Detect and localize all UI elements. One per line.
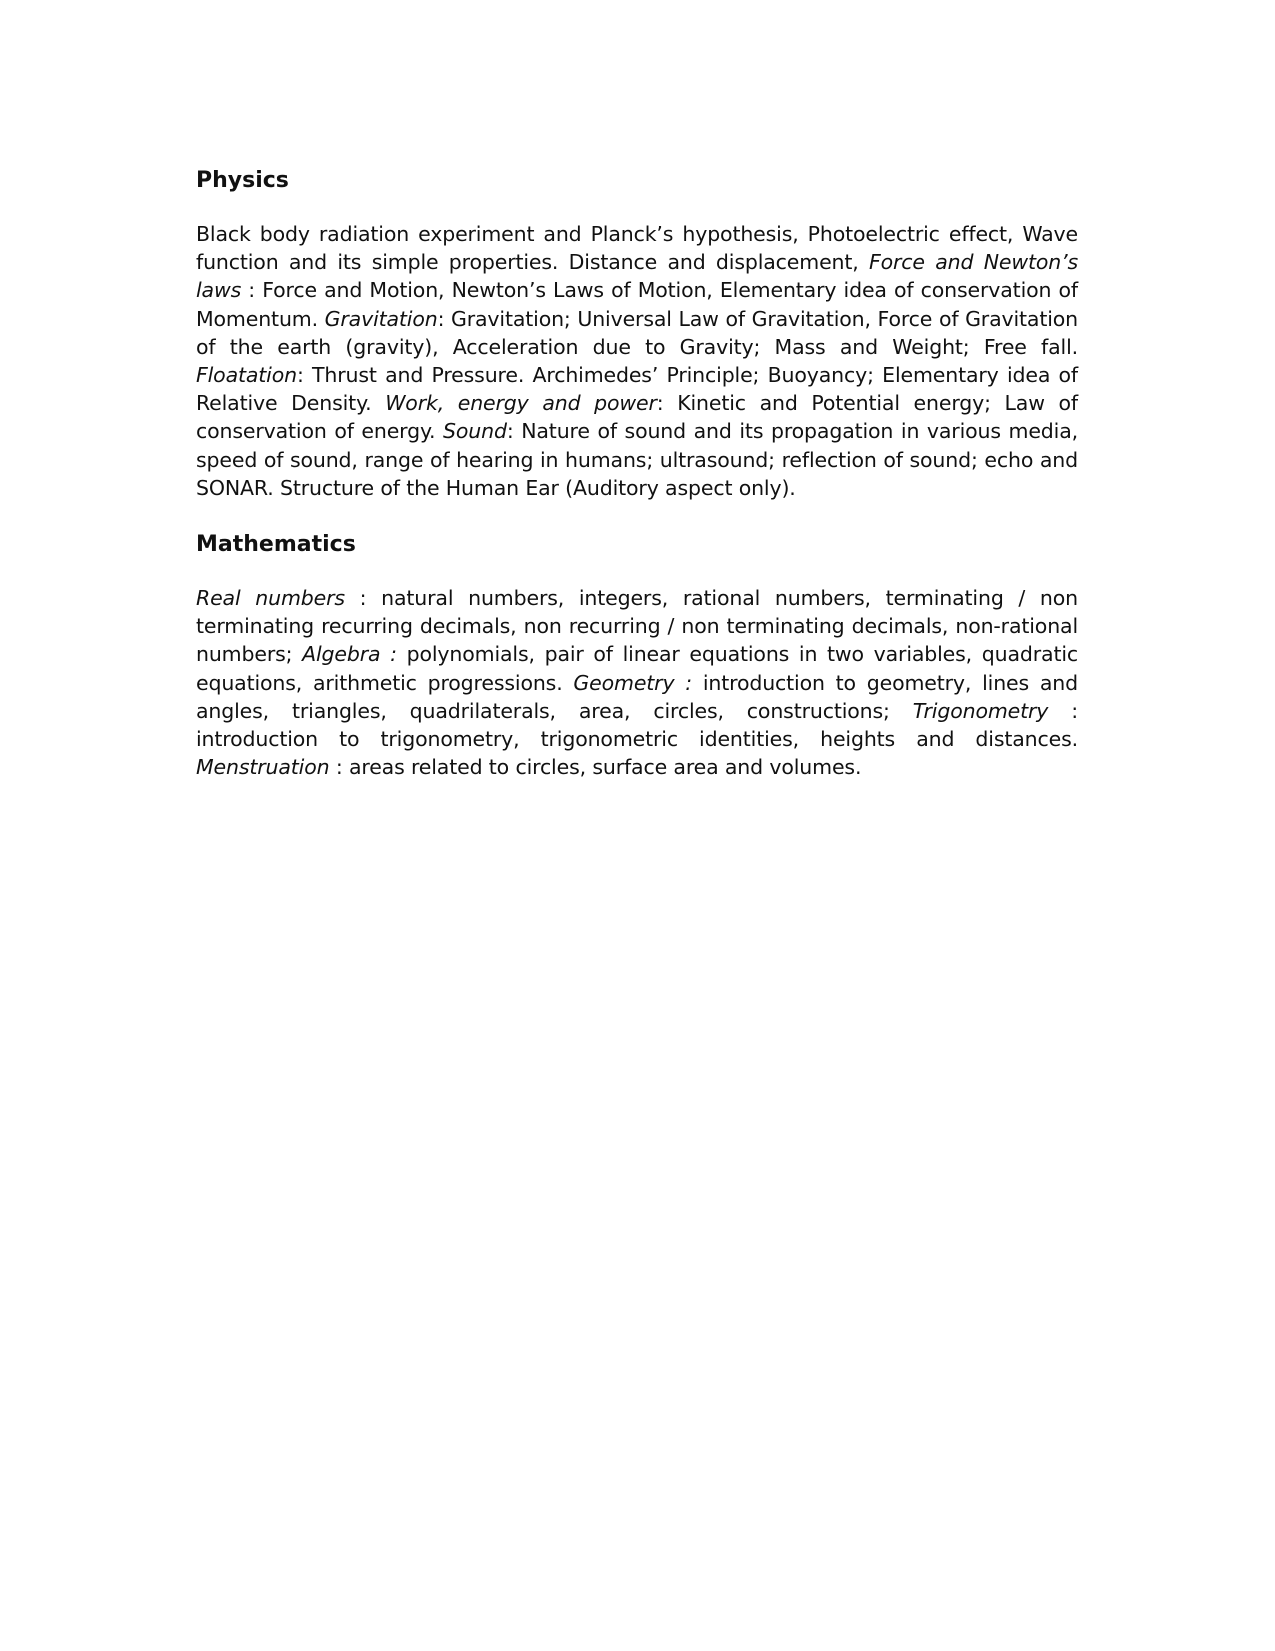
document-page xyxy=(196,166,1078,809)
physics-topic-floatation: Floatation xyxy=(196,363,297,388)
math-text: introduction to geometry, lines and angles, triangles, quadrilaterals, area, circles, constructions; xyxy=(196,670,1078,723)
mathematics-heading: Mathematics xyxy=(196,532,356,558)
physics-topic-sound: Sound xyxy=(443,419,507,444)
math-topic-menstruation: Menstruation xyxy=(196,755,330,780)
math-text: polynomials, pair of linear equations in two variables, quadratic equations, arithmetic progressions. xyxy=(196,642,1078,695)
math-topic-real-numbers: Real numbers xyxy=(196,586,345,611)
physics-text: : Kinetic and Potential energy; Law of conservation of energy. xyxy=(196,391,1078,444)
mathematics-body xyxy=(196,584,1078,781)
math-topic-trigonometry: Trigonometry xyxy=(912,698,1049,723)
math-topic-algebra: Algebra : xyxy=(302,642,397,667)
physics-section xyxy=(196,166,1078,502)
physics-heading: Physics xyxy=(196,168,289,193)
physics-topic-gravitation: Gravitation xyxy=(324,306,438,331)
math-text: : areas related to circles, surface area and volumes. xyxy=(329,755,862,780)
physics-text: : Thrust and Pressure. Archimedes’ Principle; Buoyancy; Elementary idea of Relative Density. xyxy=(196,363,1078,416)
math-text: : introduction to trigonometry, trigonometric identities, heights and distances. xyxy=(196,698,1078,752)
physics-text: : Gravitation; Universal Law of Gravitation, Force of Gravitation of the earth (gravity), Acceleration due to Gravity; Mass and Weight; Free fall. xyxy=(196,306,1078,359)
physics-topic-work-energy-power: Work, energy and power xyxy=(385,391,657,416)
mathematics-section xyxy=(196,530,1078,781)
physics-topic-force-newtons-laws: Force and Newton’s laws xyxy=(196,250,1079,303)
physics-text: : Nature of sound and its propagation in various media, speed of sound, range of hearing in humans; ultrasound; reflection of sound; echo and SONAR. Structure of the Human Ear (Auditory aspect only). xyxy=(196,419,1078,500)
physics-text: : Force and Motion, Newton’s Laws of Motion, Elementary idea of conservation of Momentum. xyxy=(196,278,1078,331)
math-topic-geometry: Geometry : xyxy=(573,670,693,695)
math-text: : natural numbers, integers, rational numbers, terminating / non terminating recurring decimals, non recurring / non terminating decimals, non-rational numbers; xyxy=(196,586,1078,667)
physics-body xyxy=(196,220,1078,502)
physics-text: Black body radiation experiment and Planck’s hypothesis, Photoelectric effect, Wave function and its simple properties. Distance and displacement, xyxy=(196,222,1078,275)
